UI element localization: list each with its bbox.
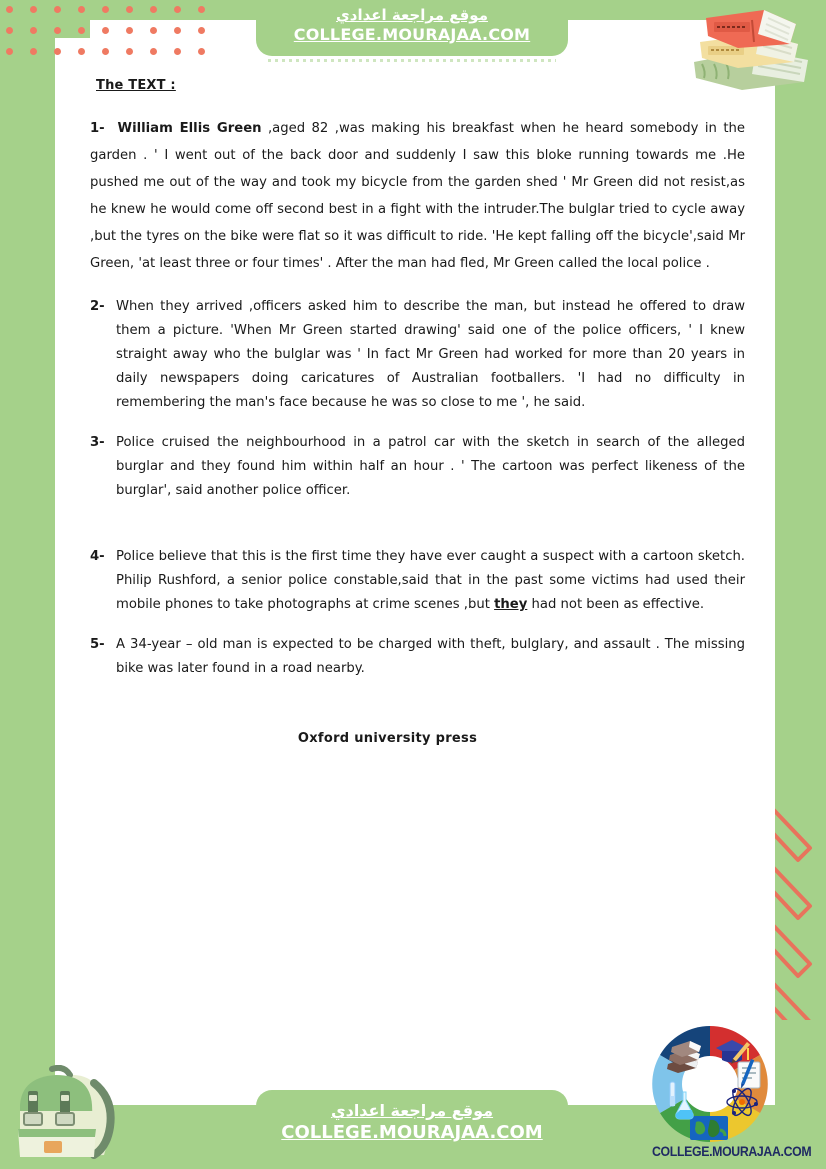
coral-dot-grid: [0, 0, 215, 55]
paragraph-1: [90, 115, 745, 277]
document-content: [90, 78, 745, 746]
coral-dot: [150, 48, 157, 55]
paragraph-2-number: 2-: [90, 299, 105, 314]
footer-arabic-title: موقع مراجعة اعدادي: [330, 1101, 494, 1120]
coral-dot: [102, 48, 109, 55]
footer-site-url[interactable]: COLLEGE.MOURAJAA.COM: [281, 1122, 543, 1143]
paragraph-4-body-before: Police believe that this is the first time they have ever caught a suspect with a cartoon sketch. Philip Rushford, a senior police constable,said that in the past some victims had used their mobile phones to take photographs at crime scenes ,but: [116, 549, 745, 612]
coral-dot: [78, 27, 85, 34]
coral-dot: [102, 6, 109, 13]
coral-dot: [126, 48, 133, 55]
paragraph-3-number: 3-: [90, 435, 105, 450]
coral-dot: [102, 27, 109, 34]
coral-dot: [30, 27, 37, 34]
paragraph-4-number: 4-: [90, 549, 105, 564]
coral-dot: [54, 48, 61, 55]
header-site-url[interactable]: COLLEGE.MOURAJAA.COM: [293, 25, 531, 44]
backpack-icon: [6, 1065, 126, 1165]
paragraph-5: [90, 633, 745, 681]
page-title: The TEXT :: [96, 78, 176, 93]
paragraph-5-number: 5-: [90, 637, 105, 652]
document-body: [55, 56, 775, 1105]
coral-dot: [6, 48, 13, 55]
coral-dot: [30, 6, 37, 13]
paragraph-3-body: Police cruised the neighbourhood in a patrol car with the sketch in search of the alleged burglar and they found him within half an hour . ' The cartoon was perfect likeness of the burglar', said another police officer.: [116, 435, 745, 498]
frame-left-border: [0, 0, 55, 1169]
header-arabic-title: موقع مراجعة اعدادي: [336, 6, 488, 24]
paragraph-1-body: ,aged 82 ,was making his breakfast when he heard somebody in the garden . ' I went out of the back door and suddenly I saw this bloke running towards me .He pushed me out of the way and took my bicycle from the garden shed ' Mr Green did not resist,as he knew he would come off second best in a fight with the intruder.The bulglar tried to cycle away ,but the tyres on the bike were flat so it was difficult to ride. 'He kept falling off the bicycle',said Mr Green, 'at least three or four times' . After the man had fled, Mr Green called the local police .: [90, 121, 745, 271]
paragraph-4-emphasis: they: [494, 597, 528, 612]
coral-dot: [198, 27, 205, 34]
source-credit: Oxford university press: [297, 731, 478, 746]
coral-dot: [198, 6, 205, 13]
paragraph-4-body-after: had not been as effective.: [527, 597, 705, 612]
coral-dot: [6, 6, 13, 13]
paragraph-4: [90, 545, 745, 617]
paragraph-2-body: When they arrived ,officers asked him to describe the man, but instead he offered to draw them a picture. 'When Mr Green started drawing' said one of the police officers, ' I knew straight away who the bulglar was ' In fact Mr Green had worked for more than 20 years in daily newspapers doing caricatures of Australian footballers. 'I had no difficulty in remembering the man's face because he was so close to me ', he said.: [116, 299, 745, 410]
header-banner: [256, 0, 568, 56]
paragraph-2: [90, 295, 745, 415]
coral-dot: [78, 48, 85, 55]
coral-dot: [126, 27, 133, 34]
header-dotted-rule: [268, 59, 556, 62]
coral-dot: [174, 48, 181, 55]
coral-dot: [30, 48, 37, 55]
coral-dot: [198, 48, 205, 55]
coral-dot: [174, 27, 181, 34]
paragraph-5-body: A 34-year – old man is expected to be charged with theft, bulglary, and assault . The missing bike was later found in a road nearby.: [116, 637, 745, 676]
coral-dot: [150, 6, 157, 13]
coral-dot: [54, 27, 61, 34]
coral-dot: [126, 6, 133, 13]
stacked-books-icon: [686, 2, 814, 94]
coral-dot: [150, 27, 157, 34]
coral-dot: [78, 6, 85, 13]
footer-banner: [256, 1090, 568, 1154]
coral-dot: [6, 27, 13, 34]
paragraph-1-number: 1-: [90, 121, 105, 136]
education-donut-icon: [650, 1024, 770, 1144]
coral-dot: [174, 6, 181, 13]
corner-site-url[interactable]: COLLEGE.MOURAJAA.COM: [652, 1143, 812, 1159]
coral-dot: [54, 6, 61, 13]
paragraph-3: [90, 431, 745, 503]
paragraph-1-lead: William Ellis Green: [117, 121, 262, 136]
